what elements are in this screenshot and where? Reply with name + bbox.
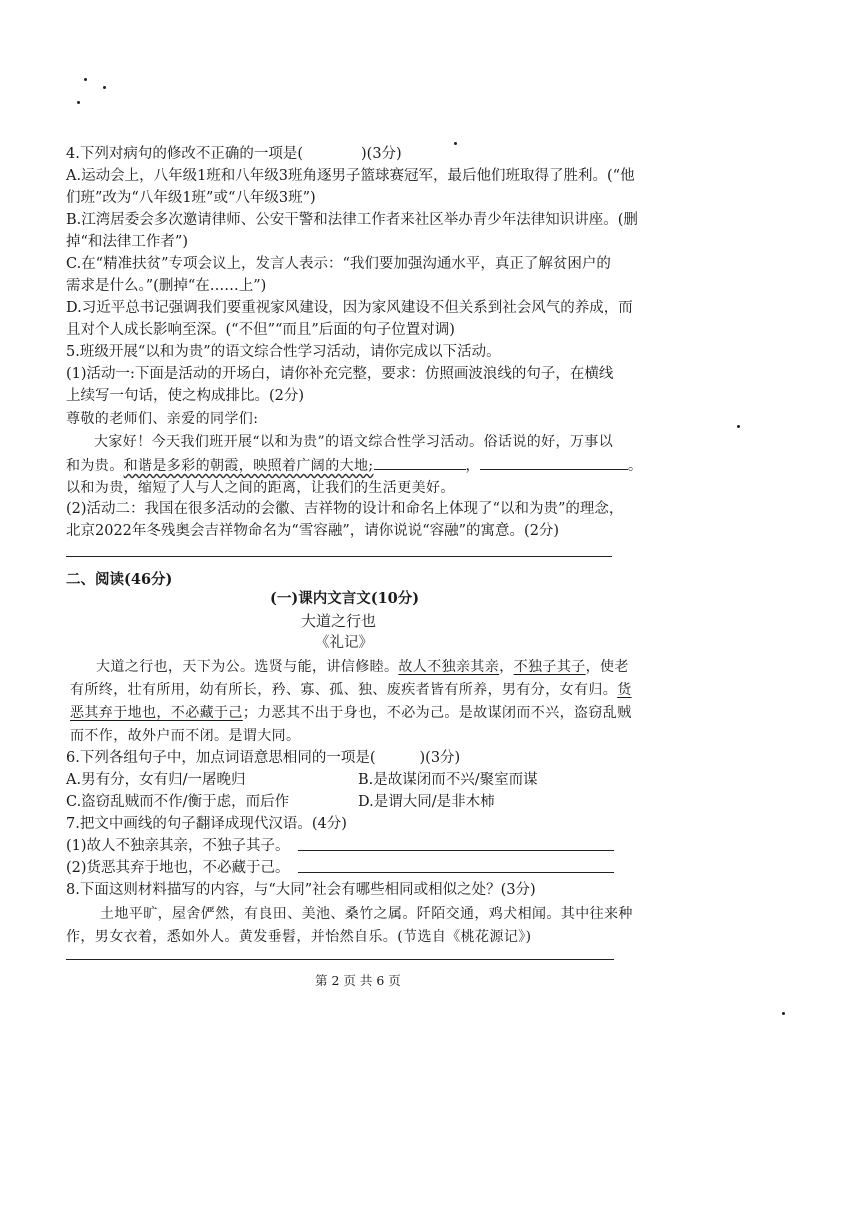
scan-speck <box>737 425 740 428</box>
passage-line1: 大道之行也，天下为公。选贤与能，讲信修睦。故人不独亲其亲，不独子其子，使老 <box>96 659 629 675</box>
q5-speech-line3: 以和为贵，缩短了人与人之间的距离，让我们的生活更美好。 <box>66 480 455 496</box>
subsection-heading: (一)课内文言文(10分) <box>270 590 420 607</box>
page-footer: 第 2 页 共 6 页 <box>315 973 401 988</box>
q5-speech-line2: 和为贵。和谐是多彩的朝霞，映照着广阔的大地; ， 。 <box>66 455 642 476</box>
q5-answer-line[interactable] <box>66 556 612 557</box>
q4-option-b-line2: 掉“和法律工作者”) <box>66 234 188 250</box>
q8-answer-line[interactable] <box>66 959 614 960</box>
q4-option-a-line2: 们班”改为“八年级1班”或“八年级3班”) <box>66 190 316 206</box>
underlined-sentence: 故人不独亲其亲 <box>398 659 500 675</box>
scan-speck <box>782 1012 785 1015</box>
q6-option-d[interactable]: D.是谓大同/是非木柿 <box>358 794 495 810</box>
answer-blank[interactable] <box>480 455 628 470</box>
q5-stem: 5.班级开展“以和为贵”的语文综合性学习活动，请你完成以下活动。 <box>66 344 501 360</box>
q4-stem: 4.下列对病句的修改不正确的一项是( )(3分) <box>66 146 402 162</box>
passage-line4: 而不作，故外户而不闭。是谓大同。 <box>70 728 301 744</box>
q5-part2-line2: 北京2022年冬残奥会吉祥物命名为“雪容融”，请你说说“容融”的寓意。(2分) <box>66 523 560 539</box>
underlined-sentence: 不独子其子 <box>513 659 586 675</box>
underlined-sentence: 货 <box>617 682 632 698</box>
passage-title: 大道之行也 <box>301 612 377 630</box>
q7-answer-line-1[interactable] <box>298 850 614 851</box>
passage-line2: 有所终，壮有所用，幼有所长，矜、寡、孤、独、废疾者皆有所养，男有分，女有归。货 <box>70 682 632 698</box>
scan-speck <box>77 101 80 104</box>
q8-material-line2: 作，男女衣着，悉如外人。黄发垂髫，并怡然自乐。(节选自《桃花源记》) <box>66 929 532 945</box>
passage-source: 《礼记》 <box>315 635 373 651</box>
q4-option-d-line1: D.习近平总书记强调我们要重视家风建设，因为家风建设不但关系到社会风气的养成，而 <box>66 300 633 316</box>
passage-line3: 恶其弃于地也，不必藏于己；力恶其不出于身也，不必为己。是故谋闭而不兴，盗窃乱贼 <box>70 705 632 721</box>
q5-part2-line1: (2)活动二：我国在很多活动的会徽、吉祥物的设计和命名上体现了“以和为贵”的理念， <box>66 501 624 517</box>
answer-blank[interactable] <box>374 455 466 470</box>
q8-material-line1: 土地平旷，屋舍俨然，有良田、美池、桑竹之属。阡陌交通，鸡犬相闻。其中往来种 <box>100 906 633 922</box>
underlined-sentence: 恶其弃于地也，不必藏于己 <box>70 705 243 721</box>
q6-option-c[interactable]: C.盗窃乱贼而不作/衡于虑，而后作 <box>66 794 290 810</box>
q8-stem: 8.下面这则材料描写的内容，与“大同”社会有哪些相同或相似之处？(3分) <box>66 882 536 898</box>
q7-stem: 7.把文中画线的句子翻译成现代汉语。(4分) <box>66 816 347 832</box>
scan-speck <box>103 86 106 89</box>
wavy-underlined-sentence: 和谐是多彩的朝霞，映照着广阔的大地; <box>123 458 374 474</box>
q4-option-b-line1: B.江湾居委会多次邀请律师、公安干警和法律工作者来社区举办青少年法律知识讲座。(删 <box>66 212 638 228</box>
q7-sentence1: (1)故人不独亲其亲，不独子其子。 <box>66 838 290 854</box>
q4-option-a-line1: A.运动会上，八年级1班和八年级3班角逐男子篮球赛冠军，最后他们班取得了胜利。(“他 <box>66 168 635 184</box>
q5-salutation: 尊敬的老师们、亲爱的同学们: <box>66 411 259 427</box>
scan-speck <box>454 142 457 145</box>
q5-speech-line1: 大家好！今天我们班开展“以和为贵”的语文综合性学习活动。俗话说的好，万事以 <box>94 434 614 450</box>
q5-part1-line2: 上续写一句话，使之构成排比。(2分) <box>66 388 305 404</box>
q4-option-c-line1: C.在“精准扶贫”专项会议上，发言人表示：“我们要加强沟通水平，真正了解贫困户的 <box>66 256 611 272</box>
q6-option-a[interactable]: A.男有分，女有归/一屠晚归 <box>66 772 246 788</box>
q6-stem: 6.下列各组句子中，加点词语意思相同的一项是( )(3分) <box>66 750 461 766</box>
q4-option-c-line2: 需求是什么。”(删掉“在……上”) <box>66 278 267 294</box>
q7-answer-line-2[interactable] <box>298 872 614 873</box>
section-heading: 二、阅读(46分) <box>66 571 173 588</box>
q7-sentence2: (2)货恶其弃于地也，不必藏于己。 <box>66 860 290 876</box>
q5-part1-line1: (1)活动一:下面是活动的开场白，请你补充完整，要求：仿照画波浪线的句子，在横线 <box>66 366 614 382</box>
scan-speck <box>84 78 87 81</box>
q6-option-b[interactable]: B.是故谋闭而不兴/聚室而谋 <box>358 772 538 788</box>
q4-option-d-line2: 且对个人成长影响至深。(“不但”“而且”后面的句子位置对调) <box>66 322 455 338</box>
